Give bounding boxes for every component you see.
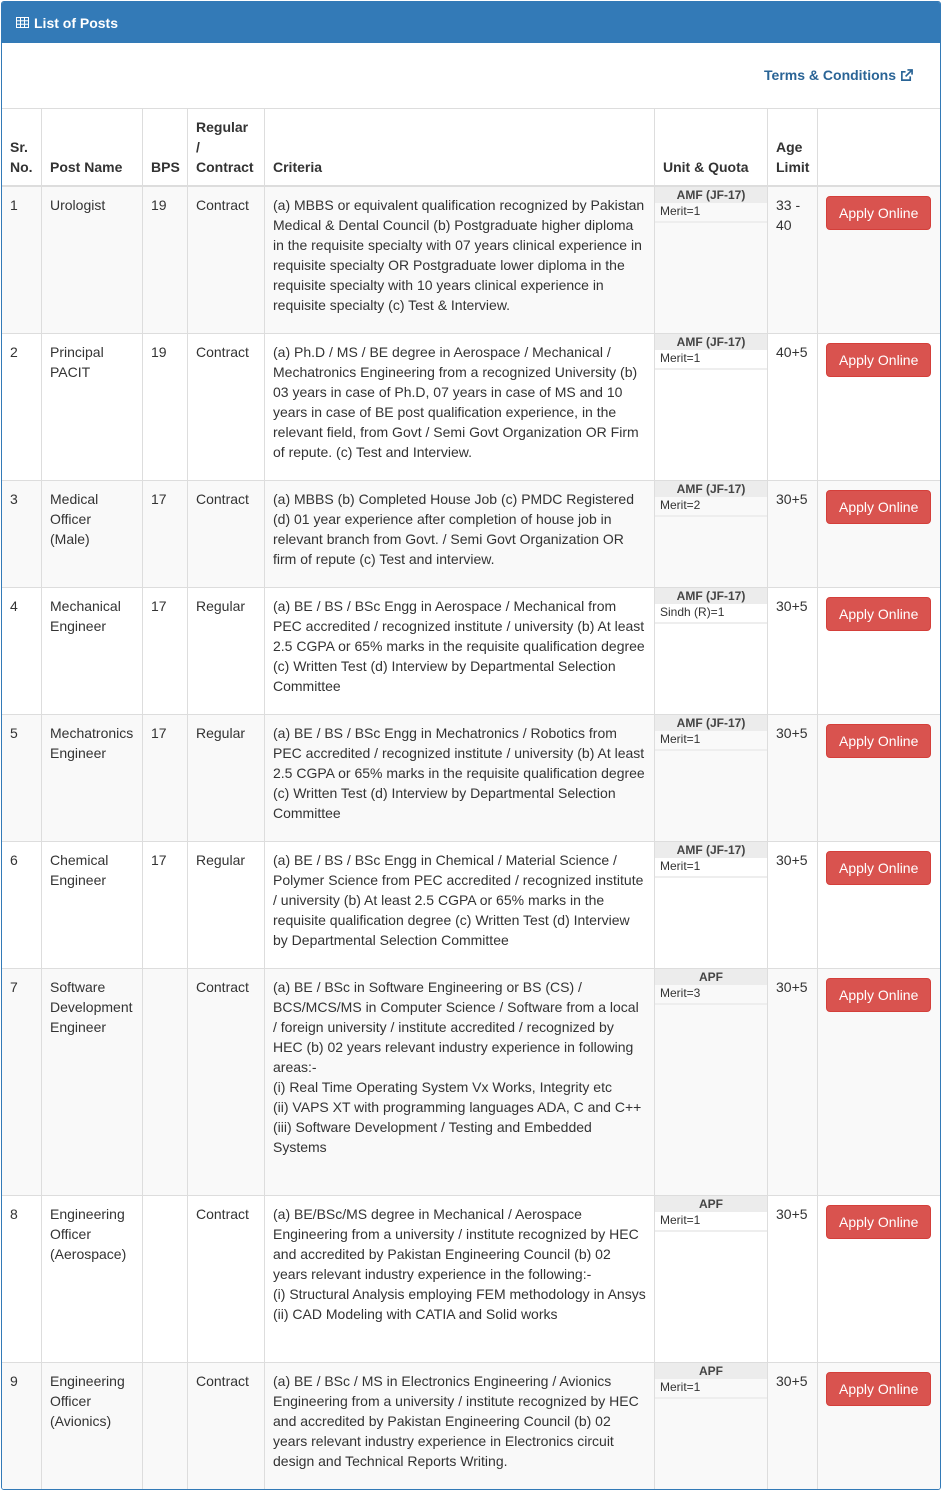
header-bps: BPS [143,109,188,187]
header-age-limit: Age Limit [768,109,818,187]
cell-type: Contract [188,333,265,480]
criteria-line: (ii) CAD Modeling with CATIA and Solid works [273,1305,558,1322]
cell-action [818,1195,941,1362]
criteria-line: (a) MBBS or equivalent qualification recognized by Pakistan Medical & Dental Council (b) Postgraduate higher diploma in the requisite specialty with 07 years clinical experience in requisite specialty OR Postgraduate lower diploma in the requisite specialty with 10 years clinical experience in requisite specialty (c) Test & Interview. [273,197,645,313]
criteria-line: (i) Real Time Operating System Vx Works, Integrity etc [273,1078,612,1095]
cell-sr-no: 2 [2,333,42,480]
cell-post-name: Principal PACIT [42,333,143,480]
cell-type: Contract [188,186,265,333]
cell-post-name: Engineering Officer (Avionics) [42,1362,143,1489]
unit-name: AMF (JF-17) [655,842,767,858]
cell-sr-no: 8 [2,1195,42,1362]
cell-bps: 17 [143,587,188,714]
cell-action [818,1362,941,1489]
apply-online-button[interactable]: Apply Online [826,597,931,631]
quota-value: Sindh (R)=1 [655,604,767,624]
cell-type: Contract [188,1195,265,1362]
table-row [2,333,941,480]
unit-name: AMF (JF-17) [655,334,767,350]
cell-action [818,333,941,480]
table-row [2,1195,941,1362]
table-header-row [2,109,941,187]
cell-action [818,841,941,968]
cell-criteria [265,587,655,714]
criteria-line: (i) Structural Analysis employing FEM methodology in Ansys [273,1285,646,1302]
cell-criteria [265,333,655,480]
header-post-name: Post Name [42,109,143,187]
cell-sr-no: 4 [2,587,42,714]
table-row [2,1362,941,1489]
cell-bps: 19 [143,333,188,480]
cell-unit-quota [655,714,768,841]
cell-unit-quota [655,1195,768,1362]
cell-bps: 19 [143,186,188,333]
apply-online-button[interactable]: Apply Online [826,851,931,885]
table-row [2,968,941,1195]
unit-name: APF [655,969,767,985]
criteria-line: (a) BE / BS / BSc Engg in Aerospace / Mechanical from PEC accredited / recognized institute / university (b) At least 2.5 CGPA or 65% marks in the requisite qualification degree (c) Written Test (d) Interview by Departmental Selection Committee [273,597,645,694]
apply-online-button[interactable]: Apply Online [826,724,931,758]
header-criteria: Criteria [265,109,655,187]
cell-criteria [265,480,655,587]
external-link-icon [900,69,913,82]
unit-name: AMF (JF-17) [655,715,767,731]
cell-sr-no: 9 [2,1362,42,1489]
cell-criteria [265,968,655,1195]
apply-online-button[interactable]: Apply Online [826,196,931,230]
toolbar [2,43,940,108]
cell-type: Contract [188,1362,265,1489]
quota-value: Merit=1 [655,858,767,878]
cell-post-name: Medical Officer (Male) [42,480,143,587]
table-icon [16,17,29,28]
table-row [2,186,941,333]
unit-name: APF [655,1196,767,1212]
panel-heading [2,2,940,43]
cell-age-limit: 40+5 [768,333,818,480]
cell-action [818,968,941,1195]
terms-conditions-link[interactable] [764,67,913,83]
cell-sr-no: 7 [2,968,42,1195]
criteria-line: (a) MBBS (b) Completed House Job (c) PMDC Registered (d) 01 year experience after completion of house job in relevant branch from Govt. / Semi Govt Organization OR firm of repute (c) Test and interview. [273,490,635,567]
criteria-line: (a) BE / BS / BSc Engg in Mechatronics / Robotics from PEC accredited / recognized institute / university (b) At least 2.5 CGPA or 65% marks in the requisite qualification degree (c) Written Test (d) Interview by Departmental Selection Committee [273,724,645,821]
cell-type: Contract [188,968,265,1195]
cell-post-name: Mechanical Engineer [42,587,143,714]
unit-name: AMF (JF-17) [655,481,767,497]
unit-name: AMF (JF-17) [655,588,767,604]
cell-unit-quota [655,1362,768,1489]
quota-value: Merit=1 [655,1379,767,1399]
cell-age-limit: 30+5 [768,587,818,714]
unit-name: AMF (JF-17) [655,187,767,203]
header-sr-no: Sr. No. [2,109,42,187]
apply-online-button[interactable]: Apply Online [826,1205,931,1239]
cell-age-limit: 30+5 [768,714,818,841]
criteria-line: (a) BE/BSc/MS degree in Mechanical / Aerospace Engineering from a university / institute recognized by HEC and accredited by Pakistan Engineering Council (b) 02 years relevant industry experience in the following:- [273,1205,639,1282]
table-row [2,841,941,968]
table-row [2,714,941,841]
cell-sr-no: 5 [2,714,42,841]
apply-online-button[interactable]: Apply Online [826,343,931,377]
criteria-line: (a) BE / BS / BSc Engg in Chemical / Material Science / Polymer Science from PEC accredited / recognized institute / university (b) At least 2.5 CGPA or 65% marks in the requisite qualification degree (c) Written Test (d) Interview by Departmental Selection Committee [273,851,644,948]
cell-action [818,186,941,333]
cell-bps [143,968,188,1195]
header-action [818,109,941,187]
cell-action [818,714,941,841]
cell-criteria [265,186,655,333]
posts-panel [1,1,941,1490]
cell-age-limit: 33 - 40 [768,186,818,333]
cell-age-limit: 30+5 [768,480,818,587]
header-regular-contract: Regular / Contract [188,109,265,187]
cell-unit-quota [655,968,768,1195]
cell-post-name: Chemical Engineer [42,841,143,968]
cell-post-name: Mechatronics Engineer [42,714,143,841]
apply-online-button[interactable]: Apply Online [826,978,931,1012]
cell-type: Contract [188,480,265,587]
terms-label: Terms & Conditions [764,67,896,83]
cell-post-name: Urologist [42,186,143,333]
quota-value: Merit=1 [655,350,767,370]
cell-type: Regular [188,714,265,841]
cell-sr-no: 1 [2,186,42,333]
cell-age-limit: 30+5 [768,841,818,968]
apply-online-button[interactable]: Apply Online [826,1372,931,1406]
cell-action [818,587,941,714]
panel-title: List of Posts [34,14,119,31]
quota-value: Merit=1 [655,731,767,751]
posts-table [1,108,941,1490]
cell-age-limit: 30+5 [768,1362,818,1489]
cell-post-name: Software Development Engineer [42,968,143,1195]
cell-bps: 17 [143,841,188,968]
cell-type: Regular [188,587,265,714]
criteria-line: (a) BE / BSc / MS in Electronics Engineering / Avionics Engineering from a university / institute recognized by HEC and accredited by Pakistan Engineering Council (b) 02 years relevant industry experience in Electronics circuit design and Technical Reports Writing. [273,1372,639,1469]
cell-unit-quota [655,841,768,968]
cell-bps: 17 [143,714,188,841]
quota-value: Merit=1 [655,1212,767,1232]
cell-bps [143,1195,188,1362]
quota-value: Merit=2 [655,497,767,517]
cell-criteria [265,714,655,841]
table-row [2,587,941,714]
cell-unit-quota [655,333,768,480]
table-row [2,480,941,587]
cell-type: Regular [188,841,265,968]
quota-value: Merit=1 [655,203,767,223]
cell-criteria [265,841,655,968]
cell-bps: 17 [143,480,188,587]
cell-age-limit: 30+5 [768,1195,818,1362]
criteria-line: (iii) Software Development / Testing and Embedded Systems [273,1118,592,1155]
apply-online-button[interactable]: Apply Online [826,490,931,524]
cell-sr-no: 3 [2,480,42,587]
header-unit-quota: Unit & Quota [655,109,768,187]
cell-unit-quota [655,186,768,333]
cell-unit-quota [655,480,768,587]
cell-criteria [265,1195,655,1362]
cell-criteria [265,1362,655,1489]
cell-post-name: Engineering Officer (Aerospace) [42,1195,143,1362]
cell-bps [143,1362,188,1489]
unit-name: APF [655,1363,767,1379]
quota-value: Merit=3 [655,985,767,1005]
cell-age-limit: 30+5 [768,968,818,1195]
cell-action [818,480,941,587]
cell-unit-quota [655,587,768,714]
criteria-line: (ii) VAPS XT with programming languages ADA, C and C++ [273,1098,642,1115]
cell-sr-no: 6 [2,841,42,968]
criteria-line: (a) Ph.D / MS / BE degree in Aerospace / Mechanical / Mechatronics Engineering from a recognized University (b) 03 years in case of Ph.D, 07 years in case of MS and 10 years in case of BE post qualification experience, in the relevant field, from Govt / Semi Govt Organization OR Firm of repute. (c) Test and Interview. [273,343,639,460]
criteria-line: (a) BE / BSc in Software Engineering or BS (CS) / BCS/MCS/MS in Computer Science / Software from a local / foreign university / institute accredited / recognized by HEC (b) 02 years relevant industry experience in following areas:- [273,978,639,1075]
